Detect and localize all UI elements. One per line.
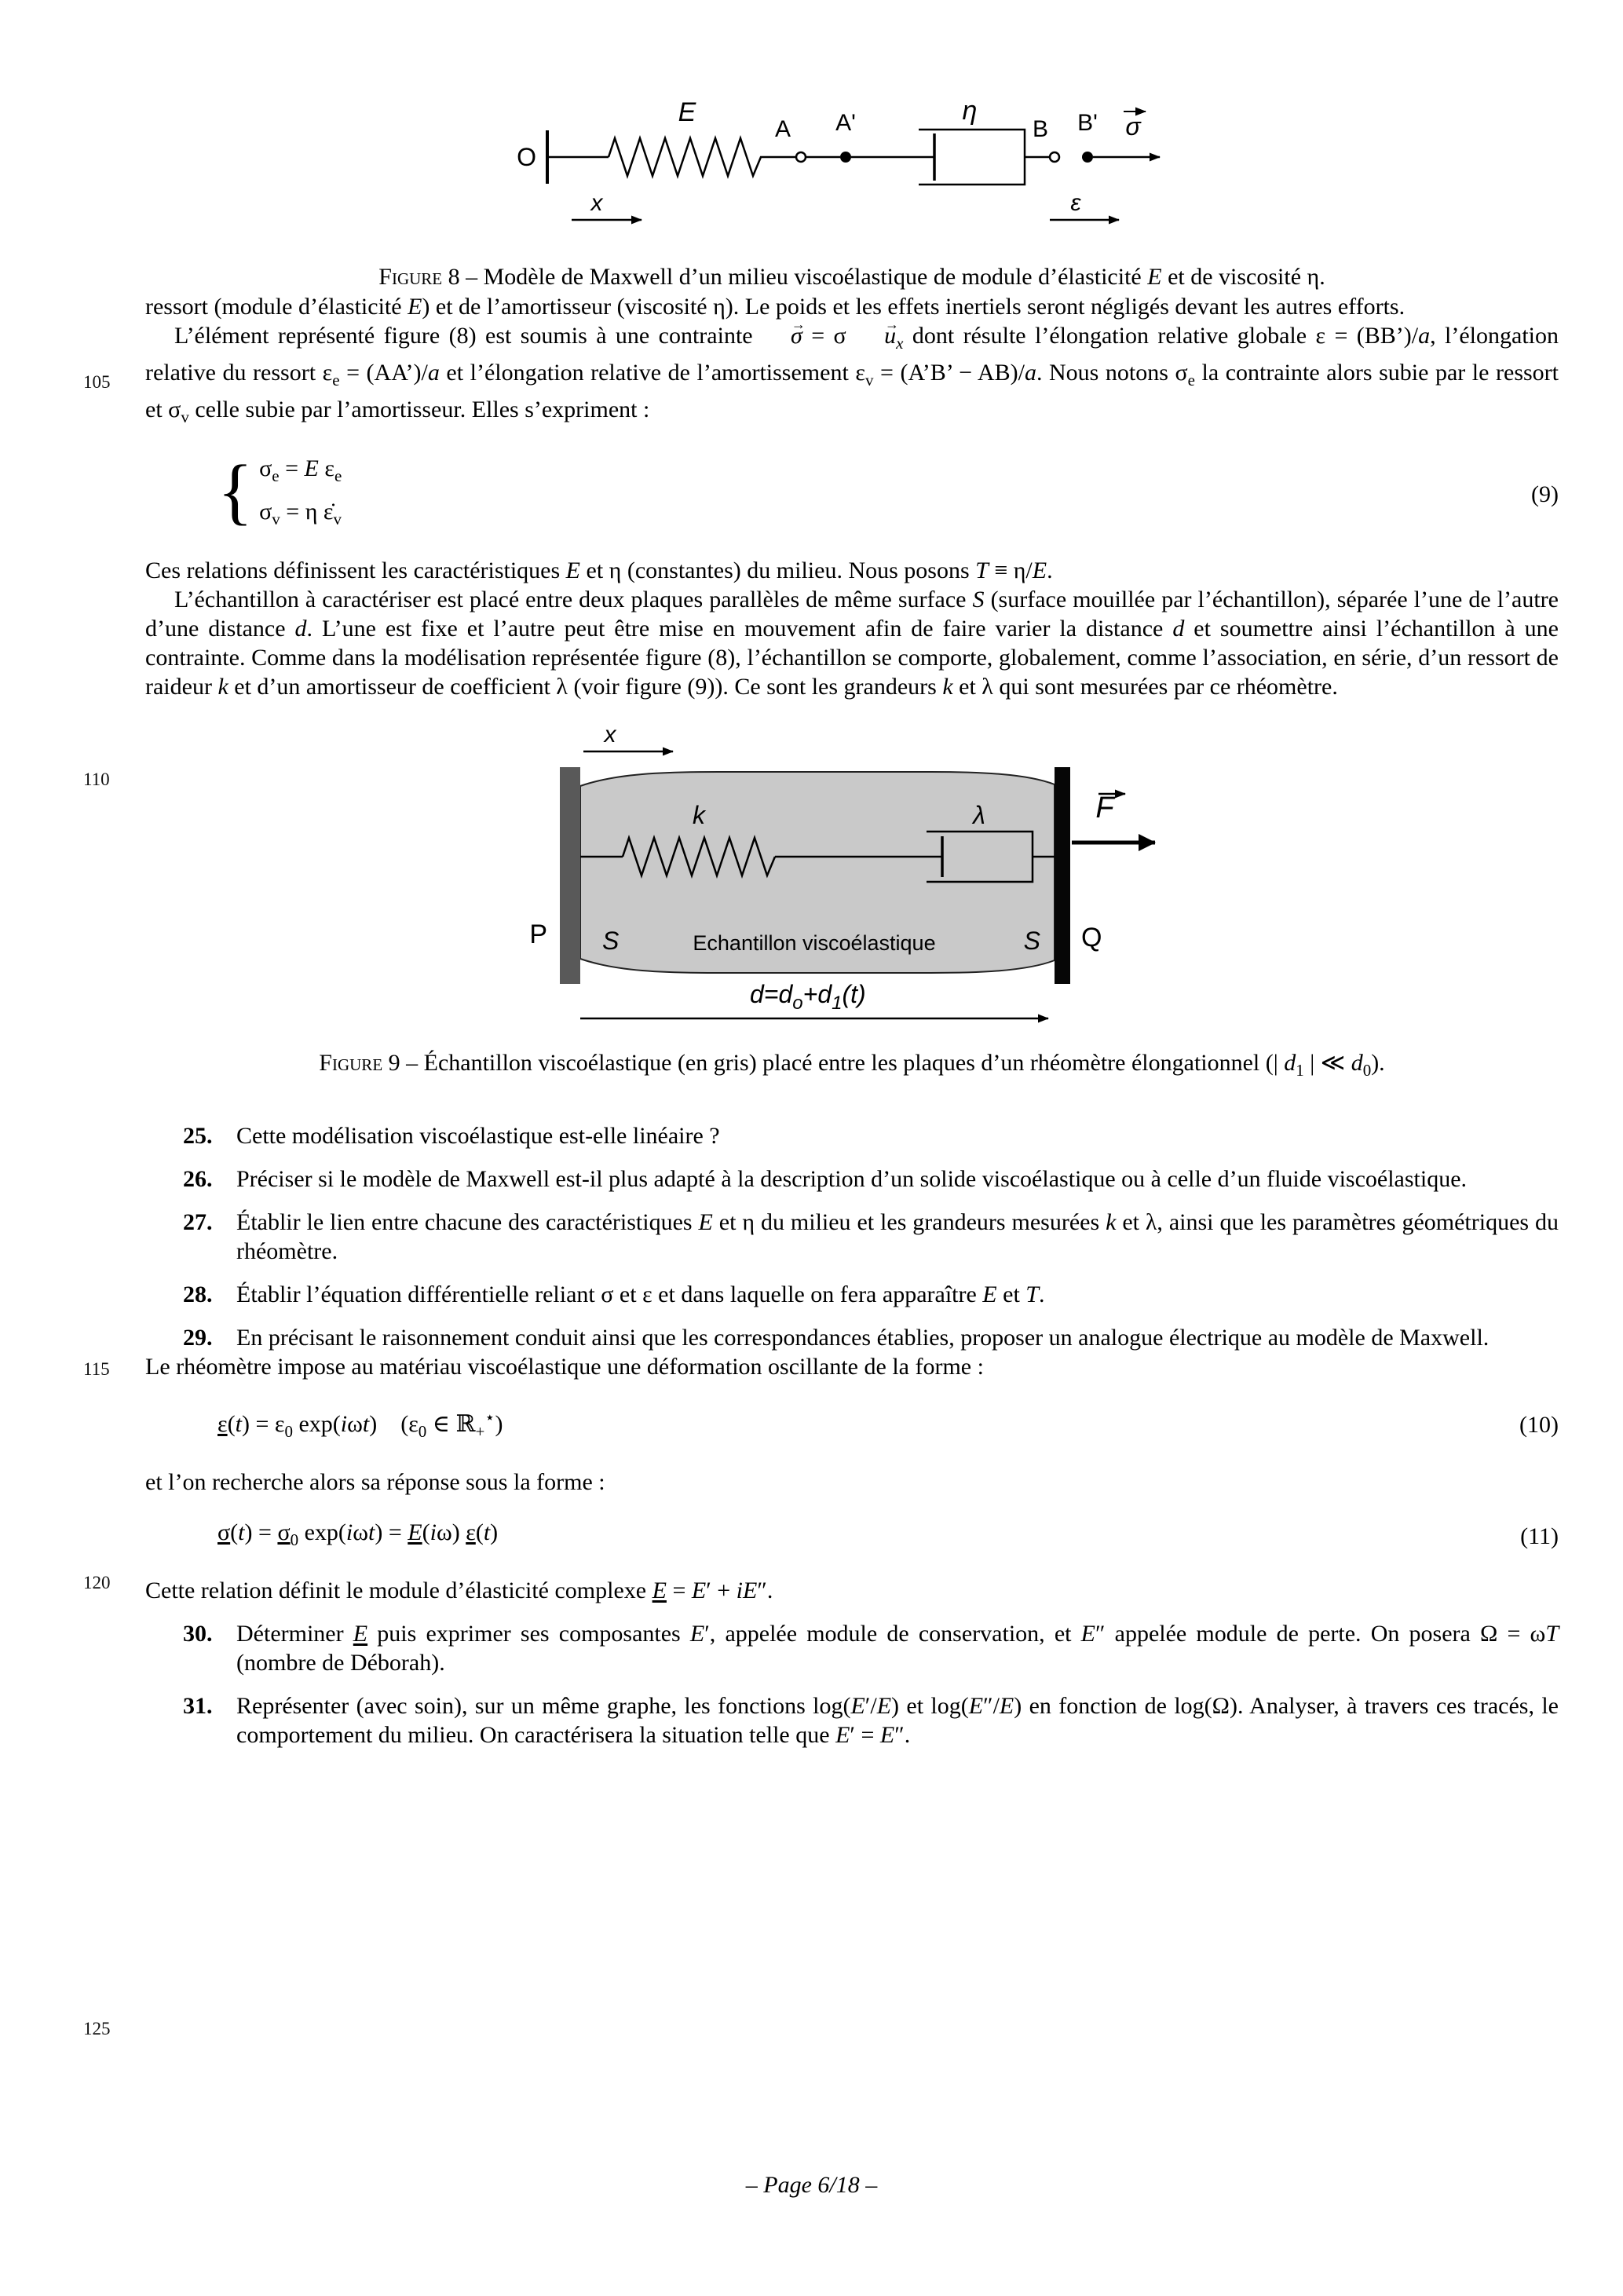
- question-30-text: Déterminer E puis exprimer ses composantes E′, appelée module de conservation, et E″ appelée module de perte. On posera Ω = ωT (nombre de Déborah).: [236, 1621, 1559, 1676]
- question-26: [145, 1164, 1559, 1194]
- question-29: [145, 1323, 1559, 1352]
- margin-line-number-105: 105: [83, 372, 111, 392]
- d-part-of-t: (t): [842, 980, 866, 1008]
- fig9-label-lambda: λ: [973, 801, 985, 829]
- fig8-label-eta: η: [962, 96, 978, 126]
- paragraph-module-complexe: Cette relation définit le module d’élasticité complexe E = E′ + iE″.: [145, 1578, 773, 1603]
- question-27-number: 27.: [183, 1209, 213, 1235]
- question-25-text: Cette modélisation viscoélastique est-elle linéaire ?: [236, 1123, 720, 1149]
- question-31: [145, 1691, 1559, 1749]
- equation-11-body: $\sigma(t) = \sigma_0$ exp(iωt) = E(iω) ε(t): [217, 1519, 499, 1549]
- fig8-label-x: x: [590, 190, 603, 216]
- equation-9: [145, 451, 1559, 537]
- paragraph-echantillon: L’échantillon à caractériser est placé entre deux plaques parallèles de même surface S (surface mouillée par l’échantillon), séparée l’une de l’autre d’une distance d. L’une est fixe et l’autre peut être mise en mouvement afin de faire varier la distance d et soumettre ainsi l’échantillon à une contrainte. Comme dans la modélisation représentée figure (8), l’échantillon se comporte, globalement, comme l’association, en série, d’un ressort de raideur k et d’un amortisseur de coefficient λ (voir figure (9)). Ce sont les grandeurs k et λ qui sont mesurées par ce rhéomètre.: [145, 587, 1559, 700]
- question-26-number: 26.: [183, 1166, 213, 1192]
- equation-10-body: $\varepsilon(t) = \varepsilon_0$ exp(iωt) ($\varepsilon_0$ ∈ ℝ$_+$⋆): [217, 1408, 503, 1441]
- fig8-label-A-prime: A': [835, 110, 856, 136]
- question-29-text: En précisant le raisonnement conduit ainsi que les correspondances établies, proposer un analogue électrique au modèle de Maxwell.: [236, 1325, 1490, 1351]
- fig9-label-S-right: S: [1023, 927, 1040, 955]
- page-footer: – Page 6/18 –: [745, 2172, 878, 2198]
- equation-11: [145, 1515, 1559, 1557]
- margin-line-number-120: 120: [83, 1573, 111, 1592]
- paragraph-relations: Ces relations définissent les caractéristiques E et η (constantes) du milieu. Nous posons T ≡ η/E.: [145, 558, 1053, 583]
- right-plate: [1055, 767, 1070, 984]
- fig9-label-Q: Q: [1081, 923, 1102, 952]
- figure-9-caption: Figure 9 – Échantillon viscoélastique (en gris) placé entre les plaques d’un rhéomètre élongationnel (| $d_1$ | ≪ $d_0$).: [319, 1050, 1385, 1080]
- question-27: [145, 1208, 1559, 1266]
- paragraph-rheometre-impose: Le rhéomètre impose au matériau viscoélastique une déformation oscillante de la forme :: [145, 1354, 984, 1380]
- paragraph-ressort: ressort (module d’élasticité E) et de l’amortisseur (viscosité η). Le poids et les effets inertiels seront négligés devant les autres efforts.: [145, 294, 1406, 320]
- fig8-label-A: A: [774, 116, 791, 142]
- question-27-text: Établir le lien entre chacune des caractéristiques E et η du milieu et les grandeurs mesurées k et λ, ainsi que les paramètres géométriques du rhéomètre.: [236, 1209, 1559, 1264]
- equation-9-line-1: $\sigma_e = E$ $\varepsilon_e$: [259, 455, 342, 485]
- fig9-label-S-left: S: [602, 927, 620, 955]
- fig8-label-B-prime: B': [1077, 110, 1098, 136]
- equation-10: [145, 1400, 1559, 1449]
- margin-line-number-110: 110: [83, 770, 110, 789]
- question-30-number: 30.: [183, 1621, 213, 1647]
- equation-9-number: (9): [1531, 481, 1559, 507]
- question-26-text: Préciser si le modèle de Maxwell est-il plus adapté à la description d’un solide viscoélastique ou à celle d’un fluide viscoélastique.: [236, 1166, 1468, 1192]
- fig9-label-P: P: [529, 919, 547, 949]
- d-part-sub-1: 1: [832, 993, 843, 1014]
- fig8-label-O: O: [517, 143, 536, 171]
- figure-8-diagram: [491, 86, 1213, 243]
- equation-9-line-2: $\sigma_v = \eta$ $\varepsiloṅ_v$: [259, 499, 342, 528]
- question-31-text: Représenter (avec soin), sur un même graphe, les fonctions log(E′/E) et log(E″/E) en fonction de log(Ω). Analyser, à travers ces tracés, le comportement du milieu. On caractérisera la situation telle que E′ = E″.: [236, 1693, 1559, 1748]
- question-list-25-29: [145, 1121, 1559, 1352]
- paragraph-element-figure8: L’élément représenté figure (8) est soumis à une contrainte σ → = σ $u \to_x$ dont résulte l’élongation relative globale ε = (BB’)/a, l’élongation relative du ressort $\varepsilon_e$ = (AA’)/a et l’élongation relative de l’amortissement $\varepsilon_v$ = (A’B’ − AB)/a. Nous notons $\sigma_e$ la contrainte alors subie par le ressort et $\sigma_v$ celle subie par l’amortisseur. Elles s’expriment :: [145, 321, 1559, 432]
- paragraph-reponse: et l’on recherche alors sa réponse sous la forme :: [145, 1469, 605, 1495]
- question-31-number: 31.: [183, 1693, 213, 1719]
- fig8-label-B: B: [1032, 116, 1048, 142]
- fig9-label-k: k: [693, 801, 705, 829]
- question-25: [145, 1121, 1559, 1150]
- d-part-main: d=d: [750, 980, 793, 1008]
- point-B-prime-dot: [1082, 152, 1093, 163]
- figure-9-diagram: [491, 723, 1213, 1029]
- fig9-label-distance: [750, 980, 866, 1014]
- fig9-label-sample-text: Echantillon viscoélastique: [693, 931, 936, 955]
- point-B-circle: [1050, 152, 1059, 162]
- point-A-prime-dot: [840, 152, 851, 163]
- fig8-label-epsilon: ε: [1070, 190, 1081, 216]
- left-plate: [560, 767, 580, 984]
- equation-10-number: (10): [1519, 1411, 1559, 1438]
- system-brace: {: [217, 451, 254, 532]
- figure-9-rheometer: [145, 723, 1559, 1029]
- question-29-number: 29.: [183, 1325, 213, 1351]
- margin-line-number-115: 115: [83, 1359, 110, 1379]
- question-25-number: 25.: [183, 1123, 213, 1149]
- equation-11-number: (11): [1520, 1523, 1559, 1549]
- question-30: [145, 1619, 1559, 1677]
- point-A-circle: [796, 152, 806, 162]
- question-28-text: Établir l’équation différentielle reliant σ et ε et dans laquelle on fera apparaître E et T.: [236, 1281, 1045, 1307]
- spring-symbol: [609, 138, 766, 176]
- question-28-number: 28.: [183, 1281, 213, 1307]
- fig8-label-E: E: [678, 97, 696, 127]
- fig9-label-F: F: [1095, 792, 1114, 824]
- d-part-sub-o: o: [792, 993, 803, 1014]
- figure-8-caption: Figure 8 – Modèle de Maxwell d’un milieu viscoélastique de module d’élasticité E et de viscosité η.: [378, 264, 1325, 290]
- figure-8-maxwell-model: [145, 0, 1559, 243]
- page-content: [145, 0, 1559, 1749]
- question-list-30-31: [145, 1619, 1559, 1749]
- d-part-plus-d: +d: [802, 980, 832, 1008]
- fig8-label-sigma: σ: [1125, 112, 1141, 141]
- fig9-label-x: x: [604, 723, 616, 748]
- question-28: [145, 1280, 1559, 1309]
- margin-line-number-125: 125: [83, 2019, 111, 2038]
